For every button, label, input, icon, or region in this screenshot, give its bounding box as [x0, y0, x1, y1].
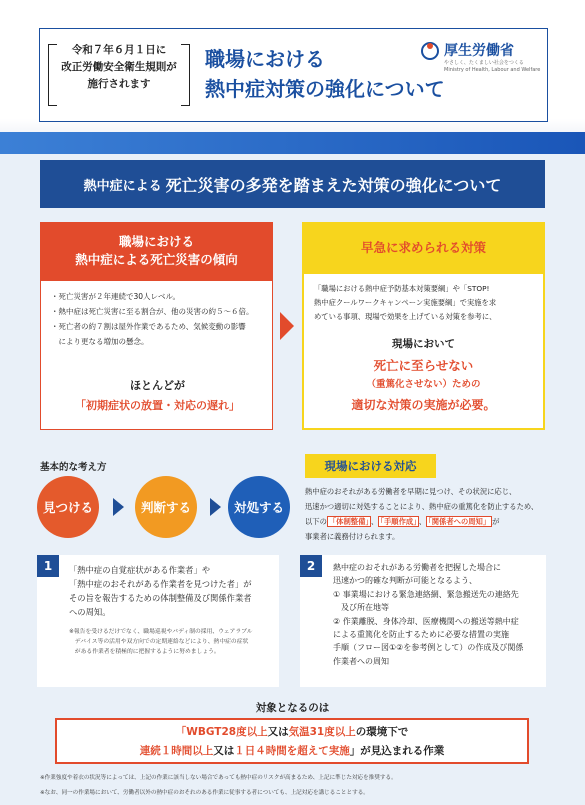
field-response-line: 熱中症のおそれがある労働者を早期に見つけ、その状況に応じ、	[305, 487, 517, 496]
separator: 、	[371, 517, 379, 526]
requirement-line: 「熱中症のおそれがある作業者を見つけた者」が	[69, 579, 252, 589]
step-judge: 判断する	[135, 476, 197, 538]
footnote: ※なお、同一の作業場において、労働者以外の熱中症のおそれのある作業に従事する者についても、上記対応を講じることとする。	[40, 790, 369, 796]
requirement-line: への周知。	[69, 607, 111, 617]
requirement-line: その旨を報告するための体制整備及び関係作業者	[69, 593, 252, 603]
footnote: ※作業強度や着衣の状況等によっては、上記の作業に該当しない場合であっても熱中症のリスクが高まるため、上記に準じた対応を推奨する。	[40, 775, 397, 781]
requirement-line: 及び所在地等	[333, 603, 389, 613]
mhlw-logo	[420, 38, 540, 78]
target-continuous: 連続１時間以上	[139, 745, 214, 757]
requirement-line: ② 作業離脱、身体冷却、医療機関への搬送等熱中症	[333, 616, 519, 626]
trend-title-line: 職場における	[118, 234, 194, 249]
enforcement-notice	[52, 42, 186, 106]
note-line: がある作業者を積極的に把握するように努めましょう。	[69, 649, 220, 655]
target-daily: １日４時間を超えて実施	[234, 745, 350, 757]
field-response-post: が	[492, 517, 500, 526]
step-find: 見つける	[37, 476, 99, 538]
notice-line: 改正労働安全衛生規則が	[61, 61, 177, 73]
step-respond: 対処する	[228, 476, 290, 538]
banner-prefix: 熱中症による	[83, 178, 162, 194]
target-or: 又は	[213, 745, 235, 757]
measures-paren: （重篤化させない）ための	[366, 379, 481, 390]
target-line-2	[57, 742, 527, 761]
measures-action: 適切な対策の実施が必要。	[351, 398, 496, 412]
highlight-notify: 「関係者への周知」	[428, 517, 491, 526]
step-arrow-icon	[210, 498, 221, 516]
requirement-note	[69, 627, 274, 657]
section-banner	[40, 160, 545, 208]
logo-sub-line: やさしく、たくましい社会をつくる	[444, 60, 524, 66]
step-arrow-icon	[113, 498, 124, 516]
requirement-text	[69, 563, 274, 619]
note-line: デバイス等の活用や双方向での定期連絡などにより、熱中症の症状	[69, 639, 249, 645]
note-line: ※報告を受けるだけでなく、職場巡視やバディ制の採用、ウェアラブル	[69, 629, 253, 635]
trend-mostly: ほとんどが	[130, 379, 185, 392]
requirement-line: による重篤化を防止するために必要な措置の実施	[333, 630, 509, 640]
field-response-pre: 以下の	[305, 517, 327, 526]
left-bracket	[48, 44, 57, 106]
target-box	[55, 718, 529, 764]
logo-text: 厚生労働省	[444, 43, 514, 59]
field-response-text	[305, 484, 550, 544]
trend-bullets	[51, 289, 266, 349]
requirement-line: 「熱中症の自覚症状がある作業者」や	[69, 565, 211, 575]
target-wbgt: 「WBGT28度以上	[175, 726, 268, 738]
highlight-system: 「体制整備」	[328, 517, 370, 526]
measures-panel-body	[302, 272, 545, 430]
requirement-line: ① 事業場における緊急連絡網、緊急搬送先の連絡先	[333, 589, 519, 599]
trend-panel-header	[40, 222, 273, 280]
target-work: 」が見込まれる作業	[349, 745, 445, 757]
right-bracket	[181, 44, 190, 106]
arrow-right-icon	[280, 312, 294, 340]
target-line-1	[57, 723, 527, 742]
trend-panel-body	[40, 280, 273, 430]
logo-sub-line: Ministry of Health, Labour and Welfare	[444, 67, 541, 73]
requirement-line: 手順（フロー図①②を参考例として）の作成及び関係	[333, 643, 524, 653]
requirement-text	[333, 561, 543, 668]
requirement-line: 作業者への周知	[333, 656, 389, 666]
measures-line: 熱中症クールワークキャンペーン実施要綱」で実施を求	[314, 298, 497, 307]
requirement-number: 1	[37, 555, 59, 577]
trend-title-line: 熱中症による死亡災害の傾向	[75, 252, 238, 267]
title-line: 職場における	[205, 47, 325, 71]
requirement-number: 2	[300, 555, 322, 577]
requirement-box-2	[300, 555, 546, 687]
trend-bullet: により更なる増加の懸念。	[51, 337, 149, 346]
notice-line: 令和７年６月１日に	[71, 44, 167, 56]
logo-subtext	[444, 60, 540, 74]
target-temp: 気温31度以上	[288, 726, 356, 738]
trend-bullet: ・死亡者の約７割は屋外作業であるため、気候変動の影響	[51, 322, 246, 331]
target-label: 対象となるのは	[255, 702, 330, 714]
trend-bullet: ・死亡災害が２年連続で30人レベル。	[51, 292, 180, 301]
measures-line: めている事項、現場で効果を上げている対策を参考に、	[314, 312, 497, 321]
notice-line: 施行されます	[87, 78, 151, 90]
requirement-box-1	[37, 555, 279, 687]
measures-field: 現場において	[392, 338, 455, 350]
target-or: 又は	[267, 726, 289, 738]
title-line: 熱中症対策の強化について	[205, 77, 445, 101]
requirement-line: 迅速かつ的確な判断が可能となるよう、	[333, 576, 477, 586]
measures-no-death: 死亡に至らせない	[373, 358, 474, 373]
measures-panel-header: 早急に求められる対策	[302, 222, 545, 272]
field-response-label: 現場における対応	[305, 454, 436, 478]
logo-mark-icon	[420, 40, 440, 60]
header-stripe	[0, 132, 585, 154]
measures-text	[314, 282, 536, 324]
field-response-line	[305, 514, 550, 529]
banner-main: 死亡災害の多発を踏まえた対策の強化について	[165, 175, 502, 195]
measures-line: 「職場における熱中症予防基本対策要綱」や「STOP!	[314, 284, 490, 293]
field-response-line: 事業者に義務付けられます。	[305, 532, 400, 541]
target-env: の環境下で	[355, 726, 409, 738]
separator: 、	[418, 517, 427, 526]
highlight-procedure: 「手順作成」	[380, 517, 417, 526]
basic-approach-label: 基本的な考え方	[40, 462, 107, 473]
trend-quote: 「初期症状の放置・対応の遅れ」	[75, 399, 240, 412]
field-response-line: 迅速かつ適切に対処することにより、熱中症の重篤化を防止するため、	[305, 502, 539, 511]
trend-bullet: ・熱中症は死亡災害に至る割合が、他の災害の約５～６倍。	[51, 307, 254, 316]
requirement-line: 熱中症のおそれがある労働者を把握した場合に	[333, 563, 501, 572]
